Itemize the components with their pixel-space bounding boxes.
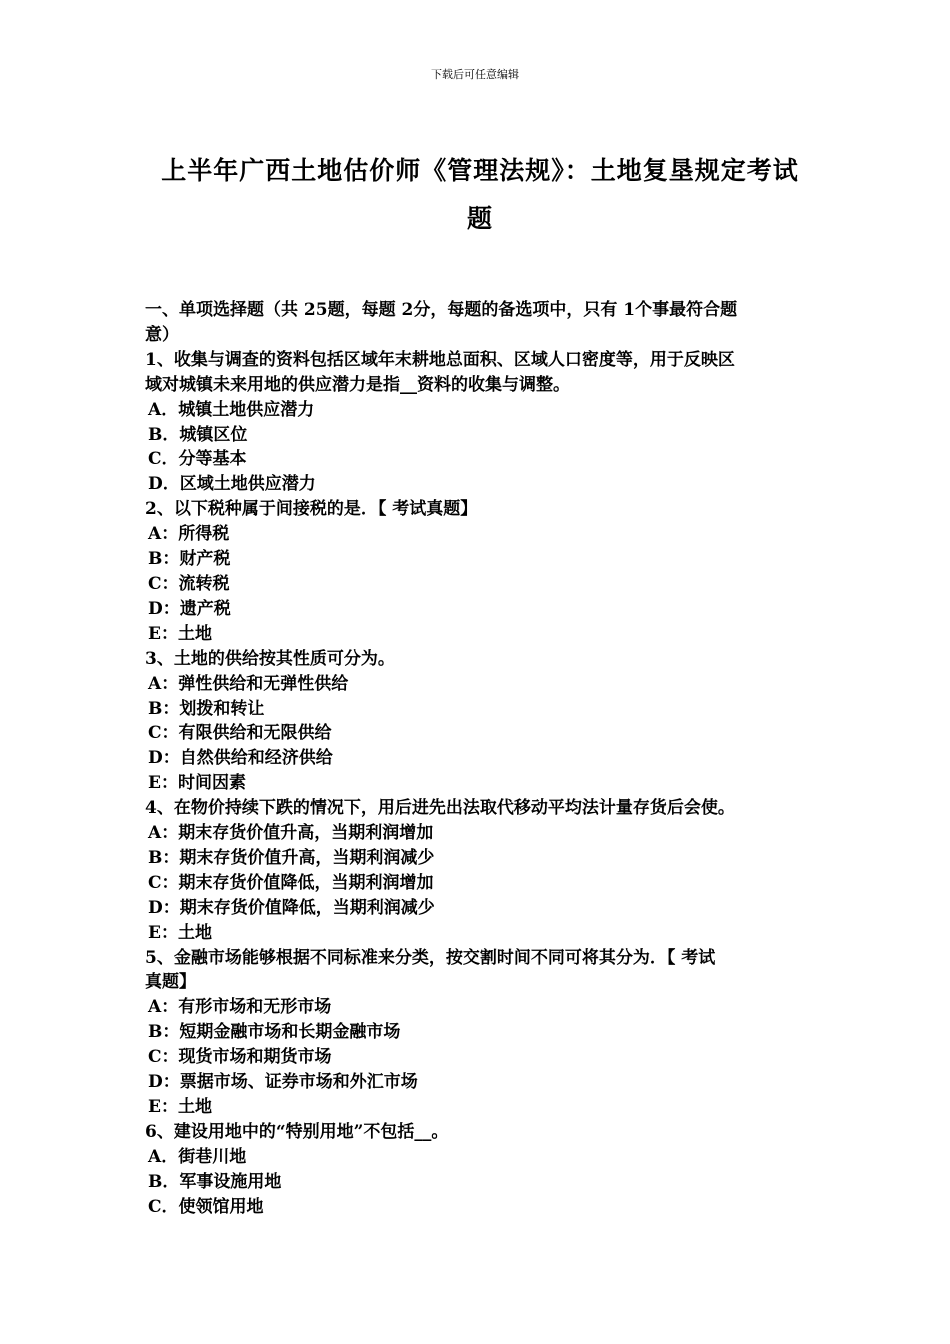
question-stem: 5、金融市场能够根据不同标准来分类，按交割时间不同可将其分为．【 考试	[145, 947, 716, 968]
option-c: C：流转税	[148, 573, 230, 594]
question-stem: 4、在物价持续下跌的情况下，用后进先出法取代移动平均法计量存货后会使。	[145, 798, 735, 819]
section-heading-line-1: 一、单项选择题（共 25题，每题 2分，每题的备选项中，只有 1个事最符合题	[145, 300, 738, 320]
option-b: B：期末存货价值升高，当期利润减少	[148, 847, 435, 868]
question-stem: 6、建设用地中的“特别用地”不包括__。	[145, 1121, 449, 1142]
option-d: D：自然供给和经济供给	[148, 748, 333, 769]
title-line-2: 题	[466, 204, 493, 233]
option-c: C．使领馆用地	[148, 1196, 264, 1217]
option-d: D：票据市场、证券市场和外汇市场	[148, 1072, 418, 1093]
option-e: E：土地	[148, 1097, 212, 1117]
question-4	[145, 796, 810, 945]
question-stem: 2、以下税种属于间接税的是．【 考试真题】	[145, 499, 478, 520]
option-b: B：短期金融市场和长期金融市场	[148, 1022, 401, 1043]
option-c: C：现货市场和期货市场	[148, 1047, 332, 1068]
option-a: A：期末存货价值升高，当期利润增加	[148, 823, 434, 844]
question-stem: 域对城镇未来用地的供应潜力是指__资料的收集与调整。	[145, 374, 570, 395]
document-body	[145, 298, 810, 1220]
document-title	[150, 147, 810, 243]
option-a: A：弹性供给和无弹性供给	[148, 673, 349, 694]
option-b: B．城镇区位	[148, 424, 248, 445]
question-6	[145, 1120, 810, 1220]
option-c: C：有限供给和无限供给	[148, 723, 332, 744]
option-a: A：所得税	[148, 524, 230, 545]
option-a: A．城镇土地供应潜力	[148, 399, 315, 420]
question-5	[145, 946, 810, 1120]
option-b: B：财产税	[148, 549, 231, 570]
option-d: D：期末存货价值降低，当期利润减少	[148, 897, 435, 918]
option-a: A：有形市场和无形市场	[148, 997, 332, 1018]
option-b: B：划拨和转让	[148, 698, 265, 719]
option-a: A．街巷川地	[148, 1146, 247, 1167]
title-line-1: 上半年广西土地估价师《管理法规》：土地复垦规定考试	[161, 156, 799, 185]
option-e: E：土地	[148, 922, 212, 943]
question-3	[145, 647, 810, 796]
question-stem: 1、收集与调查的资料包括区域年末耕地总面积、区域人口密度等，用于反映区	[145, 349, 735, 370]
question-stem: 真题】	[145, 972, 196, 993]
option-e: E：时间因素	[148, 773, 246, 794]
question-2	[145, 497, 810, 646]
option-d: D：遗产税	[148, 598, 231, 619]
question-1	[145, 348, 810, 497]
option-c: C．分等基本	[148, 449, 247, 470]
option-c: C：期末存货价值降低，当期利润增加	[148, 872, 434, 893]
page-header: 下载后可任意编辑	[431, 68, 519, 81]
option-b: B．军事设施用地	[148, 1171, 282, 1192]
option-d: D．区域土地供应潜力	[148, 474, 316, 495]
question-stem: 3、土地的供给按其性质可分为。	[145, 648, 395, 669]
option-e: E：土地	[148, 623, 212, 644]
section-heading-line-2: 意）	[145, 324, 179, 345]
